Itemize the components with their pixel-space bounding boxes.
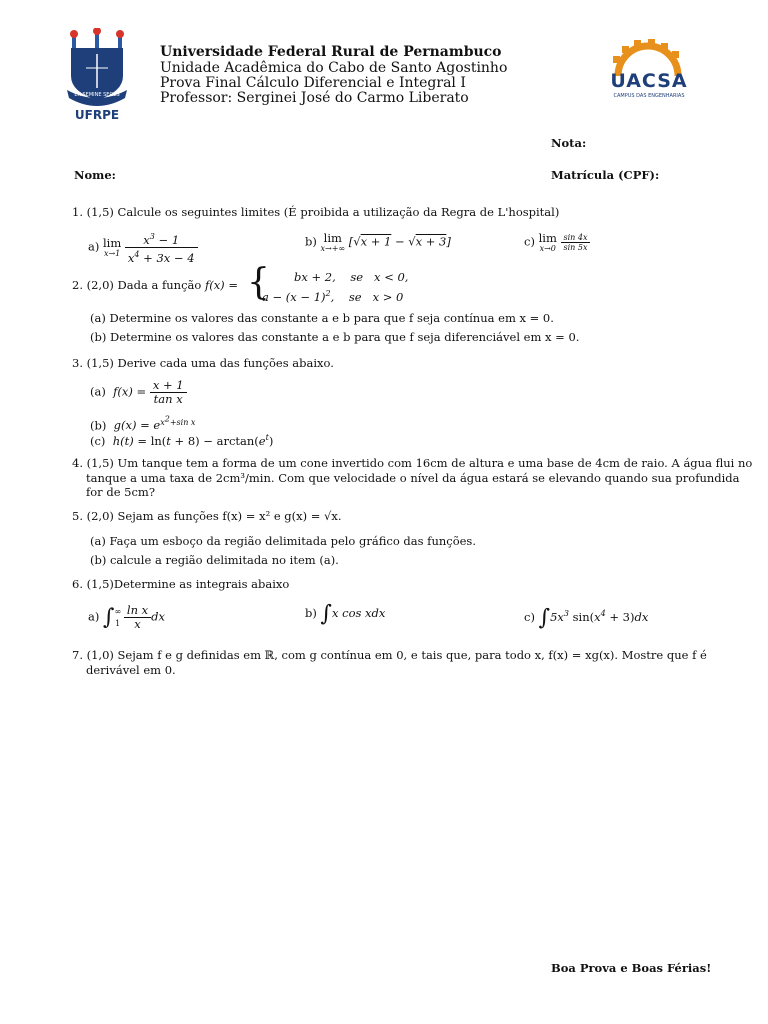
nota-field-label: Nota:	[551, 136, 587, 150]
nome-field-label: Nome:	[74, 168, 116, 182]
question-6-item-a: a) ∫∞1 $\frac{\text{ln x}}{x}$ dx	[88, 603, 165, 631]
question-5-text: 5. (2,0) Sejam as funções f(x) = x² e g(x) = √x.	[72, 509, 342, 523]
matricula-field-label: Matrícula (CPF):	[551, 168, 660, 182]
question-2-item-b: (b) Determine os valores das constante a e b para que f seja diferenciável em x = 0.	[90, 330, 580, 344]
question-1-item-a: a) lim x→1 $\frac{x^3 - 1}{x^4 + 3x - 4}$	[88, 230, 198, 265]
question-3-item-c: (c) $h(t) = \ln(t + 8) - \arctan(e^t)$	[90, 433, 274, 448]
item-a-label: a)	[88, 609, 100, 624]
question-3-item-a: (a) f(x) = $\frac{x + 1}{\text{tan x}}$	[90, 379, 187, 406]
question-3-item-b: (b) $g(x) = e^{x^2+sin x}$	[90, 414, 196, 433]
ufrpe-logo-text: UFRPE	[74, 108, 120, 122]
piecewise-case-1: bx + 2, se x < 0,	[294, 270, 409, 284]
ufrpe-ribbon-text: EX SEMINE SEGES	[74, 92, 120, 98]
professor-name: Professor: Serginei José do Carmo Liberato	[160, 90, 469, 106]
question-2-item-a: (a) Determine os valores das constante a e b para que f seja contínua em x = 0.	[90, 311, 554, 325]
uacsa-logo-subtext: CAMPUS DAS ENGENHARIAS	[613, 93, 685, 99]
question-5-item-a: (a) Faça um esboço da região delimitada pelo gráfico das funções.	[90, 534, 476, 548]
question-1-text: 1. (1,5) Calcule os seguintes limites (É proibida a utilização da Regra de L'hospital)	[72, 205, 560, 219]
question-2-text: 2. (2,0) Dada a função f(x) =	[72, 278, 238, 292]
item-b-label: b)	[305, 606, 317, 620]
ufrpe-logo	[64, 28, 130, 124]
uacsa-logo-text: UACSA	[610, 70, 688, 92]
question-1-item-c: c) lim x→0 $\frac{\sin 4x}{\sin 5x}$	[524, 232, 590, 253]
question-7-line-1: 7. (1,0) Sejam f e g definidas em ℝ, com g contínua em 0, e tais que, para todo x, f(x) = xg(x). Mostre que f é	[72, 648, 707, 662]
piecewise-case-2: $a - (x - 1)^2$, se x > 0	[262, 289, 404, 304]
question-4-line-1: 4. (1,5) Um tanque tem a forma de um cone invertido com 16cm de altura e uma base de 4cm de raio. A água flui no	[72, 456, 753, 470]
item-b-label: b)	[305, 234, 317, 249]
footer-message: Boa Prova e Boas Férias!	[551, 961, 712, 975]
question-2-label: 2. (2,0) Dada a função	[72, 278, 202, 292]
item-a-label: a)	[88, 239, 100, 254]
question-6-item-b: b) ∫x cos xdx	[305, 601, 386, 627]
question-7-line-2: derivável em 0.	[86, 663, 176, 677]
question-6-text: 6. (1,5)Determine as integrais abaixo	[72, 577, 290, 591]
item-c-label: c)	[524, 234, 535, 249]
uacsa-logo	[598, 36, 698, 104]
item-c-label: c)	[524, 609, 535, 624]
question-3-text: 3. (1,5) Derive cada uma das funções abaixo.	[72, 356, 334, 370]
question-4-line-2: tanque a uma taxa de 2cm³/min. Com que velocidade o nível da água estará se elevando quando sua profundida	[86, 471, 740, 485]
question-4-line-3: for de 5cm?	[86, 485, 155, 499]
university-name: Universidade Federal Rural de Pernambuco	[160, 44, 502, 60]
unit-name: Unidade Acadêmica do Cabo de Santo Agostinho	[160, 60, 508, 76]
question-6-item-c: c) $\int 5x^3$ $\sin(x^4 + 3)dx$	[524, 605, 649, 631]
brace-symbol: {	[247, 262, 270, 303]
exam-title: Prova Final Cálculo Diferencial e Integral I	[160, 75, 466, 91]
question-1-item-b: b) lim x→+∞ [√x + 1 − √x + 3]	[305, 231, 451, 253]
question-5-item-b: (b) calcule a região delimitada no item (a).	[90, 553, 339, 567]
